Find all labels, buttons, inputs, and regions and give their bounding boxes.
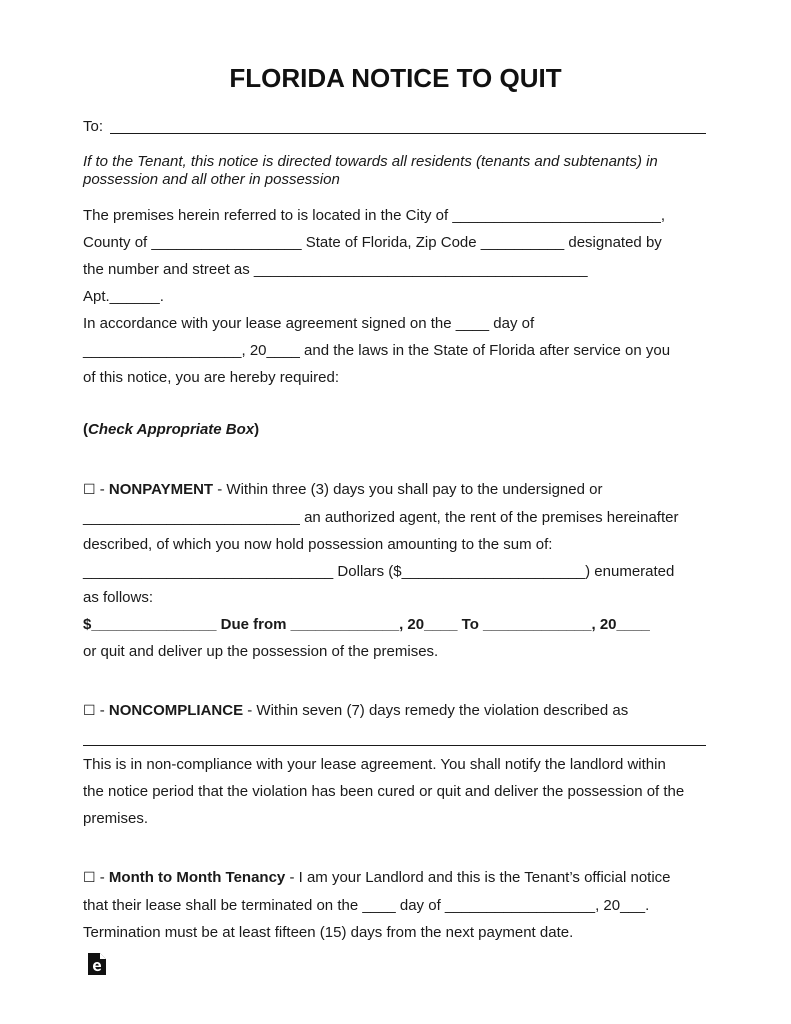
month-to-month-line-3: Termination must be at least fifteen (15) days from the next payment date.	[83, 924, 574, 941]
noncompliance-dash: -	[95, 702, 109, 719]
month-to-month-label: Month to Month Tenancy	[108, 869, 286, 886]
nonpayment-dash: -	[95, 481, 109, 498]
noncompliance-label: NONCOMPLIANCE	[108, 702, 244, 719]
nonpayment-line-7: or quit and deliver up the possession of the premises.	[83, 643, 439, 660]
check-box-heading-text: Check Appropriate Box	[88, 421, 255, 438]
document-e-logo-icon	[86, 951, 108, 977]
check-box-heading-open: (	[83, 421, 88, 438]
month-to-month-text: - I am your Landlord and this is the Tenant’s official notice	[285, 869, 671, 886]
check-box-heading	[83, 421, 259, 439]
premises-line-3: the number and street as ________________________________________	[83, 261, 588, 278]
noncompliance-checkbox[interactable]: ☐	[83, 702, 96, 718]
nonpayment-label: NONPAYMENT	[108, 481, 214, 498]
premises-line-1: The premises herein referred to is located in the City of _________________________,	[83, 207, 666, 224]
check-box-heading-close: )	[254, 421, 260, 438]
premises-line-2: County of __________________ State of Florida, Zip Code __________ designated by	[83, 234, 662, 251]
nonpayment-text: - Within three (3) days you shall pay to the undersigned or	[213, 481, 603, 498]
month-to-month-checkbox[interactable]: ☐	[83, 869, 96, 885]
noncompliance-line-2: This is in non-compliance with your lease agreement. You shall notify the landlord within	[83, 756, 666, 773]
noncompliance-line-4: premises.	[83, 810, 149, 827]
to-field-label: To:	[83, 118, 104, 135]
premises-line-7: of this notice, you are hereby required:	[83, 369, 339, 386]
premises-line-6: ___________________, 20____ and the laws in the State of Florida after service on you	[83, 342, 671, 359]
intro-paragraph: If to the Tenant, this notice is directed towards all residents (tenants and subtenants) in possession and all other in possession	[83, 153, 658, 188]
noncompliance-violation-line[interactable]	[83, 745, 706, 746]
noncompliance-text: - Within seven (7) days remedy the violation described as	[243, 702, 629, 719]
nonpayment-checkbox[interactable]: ☐	[83, 481, 96, 497]
nonpayment-line-4: ______________________________ Dollars ($______________________) enumerated	[83, 563, 675, 580]
nonpayment-line-2: __________________________ an authorized agent, the rent of the premises hereinafter	[83, 509, 679, 526]
month-to-month-line-1	[83, 868, 671, 887]
premises-line-4: Apt.______.	[83, 288, 164, 305]
nonpayment-line-1	[83, 480, 602, 499]
document-title: FLORIDA NOTICE TO QUIT	[229, 63, 562, 93]
to-field-line[interactable]	[110, 133, 706, 134]
nonpayment-line-6: $_______________ Due from _____________, 20____ To _____________, 20____	[83, 616, 650, 633]
nonpayment-line-5: as follows:	[83, 589, 154, 606]
month-to-month-line-2: that their lease shall be terminated on the ____ day of __________________, 20___.	[83, 897, 650, 914]
month-to-month-dash: -	[95, 869, 109, 886]
noncompliance-line-1	[83, 701, 628, 720]
noncompliance-line-3: the notice period that the violation has been cured or quit and deliver the possession of the	[83, 783, 685, 800]
nonpayment-line-3: described, of which you now hold possession amounting to the sum of:	[83, 536, 553, 553]
premises-line-5: In accordance with your lease agreement signed on the ____ day of	[83, 315, 535, 332]
